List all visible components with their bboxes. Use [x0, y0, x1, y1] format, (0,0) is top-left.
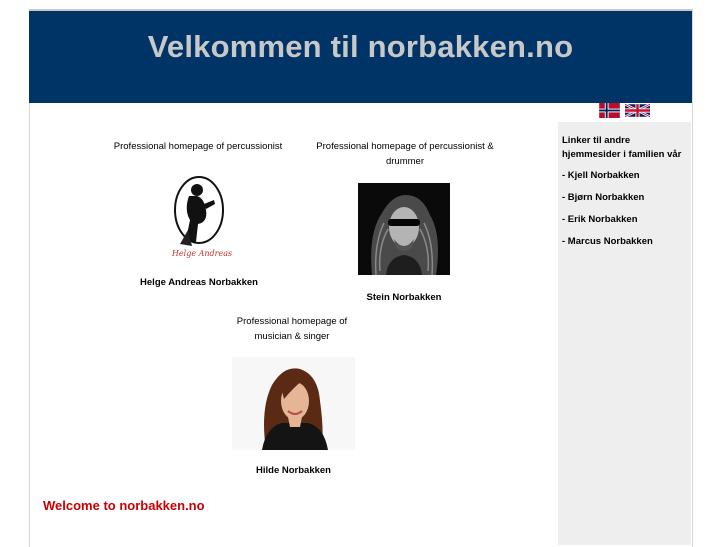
hilde-caption: Professional homepage of musician & singer: [236, 316, 348, 342]
page-title: Velkommen til norbakken.no: [147, 29, 574, 64]
hilde-photo[interactable]: [232, 357, 355, 450]
family-links-sidebar: [558, 122, 691, 545]
sidebar-item-bjorn: [562, 192, 691, 203]
sidebar-item-marcus: [562, 236, 691, 247]
hilde-name[interactable]: Hilde Norbakken: [256, 465, 331, 476]
uk-flag-icon[interactable]: [625, 103, 650, 118]
stein-photo[interactable]: [358, 183, 450, 275]
stein-name[interactable]: Stein Norbakken: [366, 292, 442, 303]
norway-flag-icon[interactable]: [597, 103, 622, 118]
sidebar-item-kjell: [562, 170, 691, 181]
welcome-text: Welcome to norbakken.no: [43, 498, 205, 513]
helge-caption: Professional homepage of percussionist: [113, 141, 283, 152]
link-erik[interactable]: - Erik Norbakken: [562, 214, 638, 225]
helge-logo-text: Helge Andreas: [171, 249, 233, 258]
link-kjell[interactable]: - Kjell Norbakken: [562, 170, 640, 181]
language-flags: [597, 103, 650, 118]
sidebar-item-erik: [562, 214, 691, 225]
link-bjorn[interactable]: - Bjørn Norbakken: [562, 192, 645, 203]
sidebar-intro: Linker til andre hjemmesider i familien vår: [562, 135, 682, 160]
helge-name[interactable]: Helge Andreas Norbakken: [140, 277, 258, 288]
family-links-list: [562, 170, 691, 247]
link-marcus[interactable]: - Marcus Norbakken: [562, 236, 653, 247]
site-header: [29, 11, 692, 103]
helge-logo[interactable]: [162, 170, 242, 262]
stein-caption: Professional homepage of percussionist & drummer: [316, 141, 494, 167]
